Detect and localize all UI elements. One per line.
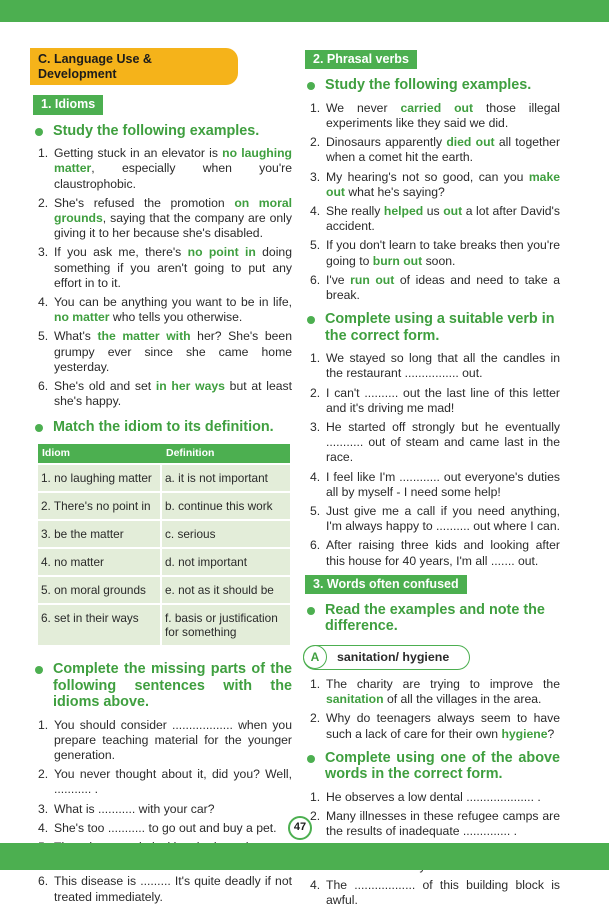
highlighted-phrase: burn out	[372, 253, 423, 268]
item-number: 2.	[310, 809, 321, 823]
text-fragment: I've	[326, 272, 351, 287]
item-number: 1.	[38, 146, 49, 161]
item-number: 1.	[38, 717, 49, 732]
idiom-cell: 3. be the matter	[38, 521, 162, 547]
item-number: 3.	[38, 801, 49, 816]
text-fragment: of all the villages in the area.	[383, 692, 542, 707]
table-body	[38, 465, 290, 645]
phrasal-study-list	[302, 101, 560, 303]
list-item	[30, 379, 292, 409]
item-number: 5.	[310, 503, 321, 518]
table-row	[38, 521, 290, 547]
list-item	[30, 767, 292, 797]
text-fragment: who tells you otherwise.	[109, 310, 243, 325]
text-fragment: a lot after David's accident.	[326, 203, 560, 234]
text-fragment: ?	[547, 726, 555, 741]
bullet-dot-icon	[307, 755, 315, 763]
item-number: 2.	[310, 385, 321, 400]
highlighted-phrase: run out	[350, 272, 395, 287]
idiom-cell: 1. no laughing matter	[38, 465, 162, 491]
item-text	[326, 135, 560, 165]
item-number: 2.	[310, 135, 321, 150]
list-item	[302, 538, 560, 568]
left-column	[30, 48, 292, 909]
idiom-cell: 5. on moral grounds	[38, 577, 162, 603]
bullet-dot-icon	[307, 316, 315, 324]
text-fragment: I can't .......... out the last line of this letter and it's driving me mad!	[326, 385, 560, 415]
match-heading: Match the idiom to its definition.	[30, 419, 292, 436]
item-text	[326, 809, 560, 839]
text-fragment: She's refused the promotion	[54, 195, 235, 210]
text-fragment: After raising three kids and looking after this house for 40 years, I'm all ....... out.	[326, 538, 560, 568]
item-text	[54, 196, 292, 242]
item-text	[326, 878, 560, 908]
bullet-dot-icon	[307, 82, 315, 90]
item-number: 2.	[310, 711, 321, 726]
table-row	[38, 549, 290, 575]
pair-words: sanitation/ hygiene	[337, 649, 450, 664]
text-fragment: She's old and set	[54, 378, 156, 393]
section-title: C. Language Use & Development	[30, 48, 238, 85]
item-text	[326, 790, 560, 805]
pair-letter-badge: A	[303, 645, 327, 669]
item-number: 5.	[310, 238, 321, 253]
bullet-dot-icon	[35, 128, 43, 136]
highlighted-phrase: on moral grounds	[54, 195, 292, 225]
highlighted-phrase: died out	[446, 135, 495, 150]
highlighted-phrase: out	[443, 203, 463, 218]
text-fragment: This disease is ......... It's quite deadly if not treated immediately.	[54, 874, 292, 904]
item-number: 6.	[38, 378, 49, 393]
text-fragment: Dinosaurs apparently	[326, 135, 447, 150]
text-fragment: of ideas and need to take a break.	[326, 272, 560, 302]
item-text	[326, 504, 560, 534]
text-fragment: all together when a comet hit the earth.	[326, 135, 561, 165]
idioms-label: 1. Idioms	[33, 95, 103, 114]
text-fragment: If you don't learn to take breaks then you're going to	[326, 238, 560, 268]
highlighted-phrase: sanitation	[326, 692, 384, 707]
item-text	[326, 101, 560, 131]
item-text	[54, 295, 292, 325]
text-fragment: what he's saying?	[344, 184, 445, 199]
highlighted-phrase: the matter with	[97, 329, 191, 344]
text-fragment: You can be anything you want to be in life,	[54, 294, 292, 309]
item-text	[326, 351, 560, 381]
item-number: 3.	[38, 245, 49, 260]
item-text	[326, 170, 560, 200]
list-item	[30, 874, 292, 904]
item-text	[54, 767, 292, 797]
list-item	[302, 809, 560, 839]
idiom-definition-table	[38, 442, 290, 647]
definition-cell: f. basis or justification for something	[162, 605, 290, 645]
item-text	[54, 718, 292, 764]
text-fragment: You should consider .................. when you prepare teaching material for the younger generation.	[54, 717, 292, 762]
table-header-idiom: Idiom	[38, 444, 162, 463]
idiom-cell: 4. no matter	[38, 549, 162, 575]
item-text	[54, 874, 292, 904]
item-text	[326, 677, 560, 707]
list-item	[302, 677, 560, 707]
text-fragment: soon.	[422, 253, 456, 268]
text-fragment: , saying that the company are only giving it to her because she's disabled.	[54, 210, 292, 241]
text-fragment: Getting stuck in an elevator is	[54, 146, 223, 161]
list-item	[302, 238, 560, 268]
text-fragment: She really	[326, 203, 384, 218]
item-number: 4.	[310, 469, 321, 484]
item-number: 6.	[310, 272, 321, 287]
words-complete-heading: Complete using one of the above words in the correct form.	[302, 750, 560, 783]
definition-cell: e. not as it should be	[162, 577, 290, 603]
item-number: 4.	[38, 294, 49, 309]
list-item	[302, 204, 560, 234]
idioms-complete-list	[30, 718, 292, 905]
bullet-dot-icon	[35, 424, 43, 432]
list-item	[30, 802, 292, 817]
highlighted-phrase: in her ways	[155, 378, 225, 393]
text-fragment: , especially when you're claustrophobic.	[54, 161, 292, 191]
text-fragment: us	[423, 203, 444, 218]
list-item	[30, 196, 292, 242]
item-number: 1.	[310, 100, 321, 115]
list-item	[302, 420, 560, 466]
list-item	[302, 711, 560, 741]
item-number: 4.	[310, 877, 321, 892]
text-fragment: We stayed so long that all the candles in the restaurant ................ out.	[326, 351, 560, 381]
table-row	[38, 577, 290, 603]
item-text	[326, 386, 560, 416]
list-item	[302, 470, 560, 500]
highlighted-phrase: hygiene	[501, 726, 548, 741]
definition-cell: b. continue this work	[162, 493, 290, 519]
item-number: 4.	[310, 203, 321, 218]
list-item	[30, 146, 292, 192]
text-fragment: The .................. of this building block is awful.	[326, 877, 560, 908]
text-fragment: The charity are trying to improve the	[326, 676, 560, 691]
text-fragment: her? She's been grumpy ever since she came home yesterday.	[54, 329, 292, 374]
bullet-dot-icon	[35, 666, 43, 674]
table-row	[38, 465, 290, 491]
list-item	[302, 101, 560, 131]
right-column	[302, 48, 560, 912]
text-fragment: doing something if you aren't going to put any effort in to it.	[54, 245, 292, 290]
highlighted-phrase: make out	[326, 169, 560, 199]
table-header-definition: Definition	[162, 444, 290, 463]
text-fragment: He observes a low dental .................... .	[326, 789, 541, 804]
text-fragment: If you ask me, there's	[54, 245, 188, 260]
item-number: 1.	[310, 676, 321, 691]
text-fragment: those illegal experiments like they said we did.	[326, 100, 560, 130]
item-number: 3.	[310, 419, 321, 434]
idiom-cell: 6. set in their ways	[38, 605, 162, 645]
item-text	[326, 538, 560, 568]
bottom-bar	[0, 843, 609, 870]
item-number: 4.	[38, 820, 49, 835]
highlighted-phrase: no laughing matter	[54, 146, 292, 176]
read-heading: Read the examples and note the difference.	[302, 602, 560, 635]
text-fragment: What's	[54, 329, 98, 344]
highlighted-phrase: no point in	[187, 245, 256, 260]
phrasal-verbs-label: 2. Phrasal verbs	[305, 50, 417, 69]
definition-cell: d. not important	[162, 549, 290, 575]
highlighted-phrase: no matter	[54, 310, 110, 325]
list-item	[30, 718, 292, 764]
highlighted-phrase: helped	[383, 203, 424, 218]
phrasal-complete-heading: Complete using a suitable verb in the correct form.	[302, 311, 560, 344]
item-text	[326, 238, 560, 268]
definition-cell: a. it is not important	[162, 465, 290, 491]
list-item	[30, 295, 292, 325]
text-fragment: Why do teenagers always seem to have such a lack of care for their own	[326, 711, 560, 741]
list-item	[302, 386, 560, 416]
phrasal-complete-list	[302, 351, 560, 569]
text-fragment: I feel like I'm ............ out everyone's duties all by myself - I need some help!	[326, 469, 560, 499]
list-item	[302, 878, 560, 908]
item-number: 3.	[310, 169, 321, 184]
item-number: 2.	[38, 767, 49, 782]
table-row	[38, 493, 290, 519]
idioms-study-list	[30, 146, 292, 409]
item-number: 5.	[38, 329, 49, 344]
item-number: 6.	[310, 538, 321, 553]
idiom-cell: 2. There's no point in	[38, 493, 162, 519]
list-item	[302, 273, 560, 303]
list-item	[302, 135, 560, 165]
page-number: 47	[288, 816, 312, 840]
top-bar	[0, 0, 609, 22]
idioms-study-heading: Study the following examples.	[30, 123, 292, 140]
list-item	[302, 351, 560, 381]
text-fragment: We never	[326, 100, 401, 115]
text-fragment: What is ........... with your car?	[54, 801, 215, 816]
bullet-dot-icon	[307, 607, 315, 615]
list-item	[302, 170, 560, 200]
item-text	[326, 204, 560, 234]
text-fragment: My hearing's not so good, can you	[326, 169, 529, 184]
item-text	[54, 379, 292, 409]
text-fragment: He started off strongly but he eventually ........... out of steam and came last in the race.	[326, 419, 560, 465]
text-fragment: She's too ........... to go out and buy a pet.	[54, 820, 277, 835]
list-item	[30, 821, 292, 836]
item-number: 2.	[38, 195, 49, 210]
list-item	[302, 504, 560, 534]
item-text	[326, 420, 560, 466]
item-text	[54, 245, 292, 291]
item-text	[54, 821, 292, 836]
idioms-complete-heading: Complete the missing parts of the following sentences with the idioms above.	[30, 661, 292, 711]
table-row	[38, 605, 290, 645]
item-text	[54, 802, 292, 817]
text-fragment: Many illnesses in these refugee camps are the results of inadequate .............. .	[326, 809, 560, 839]
words-confused-label: 3. Words often confused	[305, 575, 467, 594]
item-number: 1.	[310, 351, 321, 366]
word-pair-box	[303, 645, 470, 670]
text-fragment: but at least she's happy.	[54, 378, 292, 409]
list-item	[30, 245, 292, 291]
item-text	[54, 329, 292, 375]
text-fragment: Just give me a call if you need anything, I'm always happy to .......... out where I can.	[326, 503, 560, 534]
list-item	[30, 329, 292, 375]
item-text	[326, 711, 560, 741]
item-number: 6.	[38, 874, 49, 889]
list-item	[302, 790, 560, 805]
item-text	[54, 146, 292, 192]
text-fragment: You never thought about it, did you? Well, ........... .	[54, 767, 292, 797]
item-number: 1.	[310, 789, 321, 804]
item-text	[326, 470, 560, 500]
definition-cell: c. serious	[162, 521, 290, 547]
item-text	[326, 273, 560, 303]
highlighted-phrase: carried out	[400, 100, 474, 115]
read-list	[302, 677, 560, 742]
phrasal-study-heading: Study the following examples.	[302, 77, 560, 94]
